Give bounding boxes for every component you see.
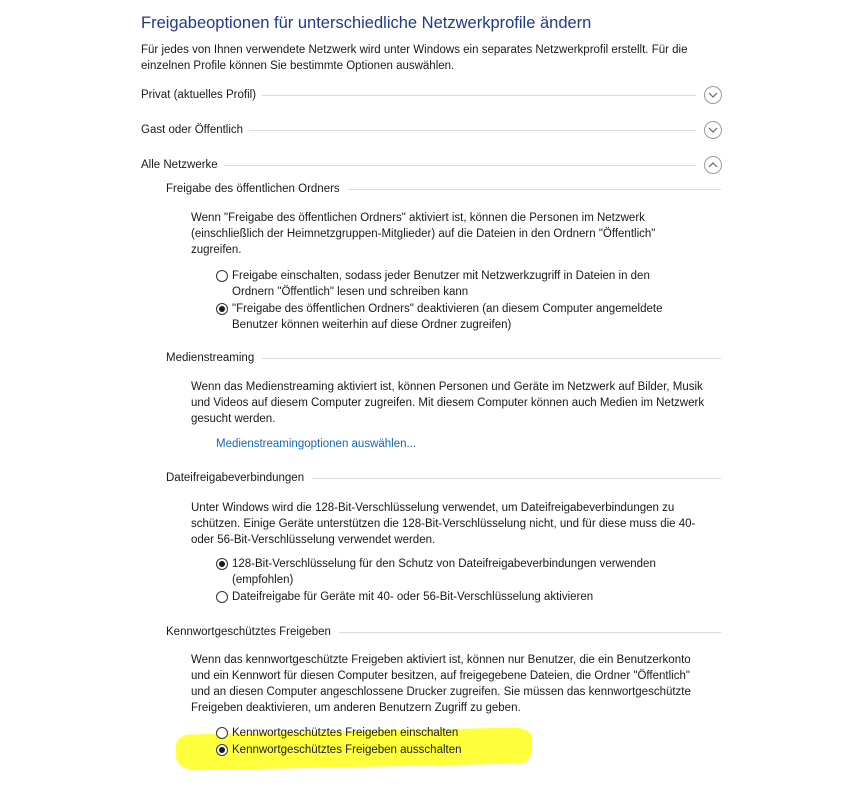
divider (249, 130, 696, 131)
section-heading: Dateifreigabeverbindungen (166, 472, 305, 484)
radio-button[interactable] (216, 270, 228, 282)
profile-guest-public-label: Gast oder Öffentlich (141, 124, 244, 136)
radio-label: 128-Bit-Verschlüsselung für den Schutz von Dateifreigabeverbindungen verwenden (empfohlen) (232, 558, 656, 586)
radio-button-checked[interactable] (216, 558, 228, 570)
profile-guest-public[interactable] (141, 119, 722, 141)
radio-button-checked[interactable] (216, 744, 228, 756)
password-sharing-option-on[interactable] (216, 725, 686, 741)
radio-button-checked[interactable] (216, 303, 228, 315)
radio-label: Freigabe einschalten, sodass jeder Benutzer mit Netzwerkzugriff in Dateien in den Ordnern "Öffentlich" lesen und schreiben kann (232, 270, 650, 298)
file-sharing-description: Unter Windows wird die 128-Bit-Verschlüsselung verwendet, um Dateifreigabeverbindungen zu schützen. Einige Geräte unterstützen die 128-Bit-Verschlüsselung nicht, und für diese muss die 40- oder 56-Bit-Verschlüsselung verwendet werden. (191, 502, 696, 546)
divider (262, 358, 721, 359)
divider (348, 189, 721, 190)
radio-button[interactable] (216, 727, 228, 739)
section-public-folder (166, 181, 721, 197)
media-streaming-description: Wenn das Medienstreaming aktiviert ist, können Personen und Geräte im Netzwerk auf Bilder, Musik und Videos auf diesem Computer zugreifen. Mit diesem Computer können auch Medien im Netzwerk gesucht werden. (191, 381, 705, 425)
section-media-streaming (166, 350, 721, 366)
page-intro: Für jedes von Ihnen verwendete Netzwerk wird unter Windows ein separates Netzwerkprofil erstellt. Für die einzelnen Profile können Sie bestimmte Optionen auswählen. (141, 44, 688, 72)
chevron-down-icon[interactable] (704, 86, 722, 104)
profile-private[interactable] (141, 84, 722, 106)
radio-label: Kennwortgeschütztes Freigeben ausschalten (232, 744, 462, 756)
public-folder-option-enable[interactable] (216, 268, 686, 300)
radio-label: Dateifreigabe für Geräte mit 40- oder 56-Bit-Verschlüsselung aktivieren (232, 591, 594, 603)
profile-all-networks-label: Alle Netzwerke (141, 159, 218, 171)
password-sharing-description: Wenn das kennwortgeschützte Freigeben aktiviert ist, können nur Benutzer, die ein Benutzerkonto und ein Kennwort für diesen Computer besitzen, auf freigegebene Dateien, die Ordner "Öffentlich" und an diesen Computer angeschlossene Drucker zugreifen. Sie müssen das kennwortgeschützte Freigeben deaktivieren, um anderen Benutzern Zugriff zu geben. (191, 654, 691, 714)
chevron-down-icon[interactable] (704, 121, 722, 139)
section-heading: Freigabe des öffentlichen Ordners (166, 183, 340, 195)
file-sharing-option-128bit[interactable] (216, 556, 686, 588)
radio-label: "Freigabe des öffentlichen Ordners" deaktivieren (an diesem Computer angemeldete Benutzer können weiterhin auf diese Ordner zugreifen) (232, 303, 663, 331)
divider (312, 478, 721, 479)
section-password-sharing (166, 624, 721, 640)
media-streaming-options-link[interactable]: Medienstreamingoptionen auswählen... (216, 438, 417, 450)
section-file-sharing (166, 470, 721, 486)
public-folder-description: Wenn "Freigabe des öffentlichen Ordners" aktiviert ist, können die Personen im Netzwerk (einschließlich der Heimnetzgruppen-Mitglieder) auf die Dateien in den Ordnern "Öffentlich" zugreifen. (191, 212, 656, 256)
profile-all-networks[interactable] (141, 154, 722, 176)
radio-label: Kennwortgeschütztes Freigeben einschalten (232, 727, 459, 739)
page-title: Freigabeoptionen für unterschiedliche Netzwerkprofile ändern (141, 14, 592, 32)
section-heading: Kennwortgeschütztes Freigeben (166, 626, 331, 638)
section-heading: Medienstreaming (166, 352, 255, 364)
divider (224, 165, 696, 166)
divider (262, 95, 696, 96)
profile-private-label: Privat (aktuelles Profil) (141, 89, 257, 101)
file-sharing-option-40-56bit[interactable] (216, 589, 686, 605)
radio-button[interactable] (216, 591, 228, 603)
password-sharing-option-off[interactable] (216, 742, 686, 758)
public-folder-option-disable[interactable] (216, 301, 686, 333)
chevron-up-icon[interactable] (704, 156, 722, 174)
divider (339, 632, 721, 633)
